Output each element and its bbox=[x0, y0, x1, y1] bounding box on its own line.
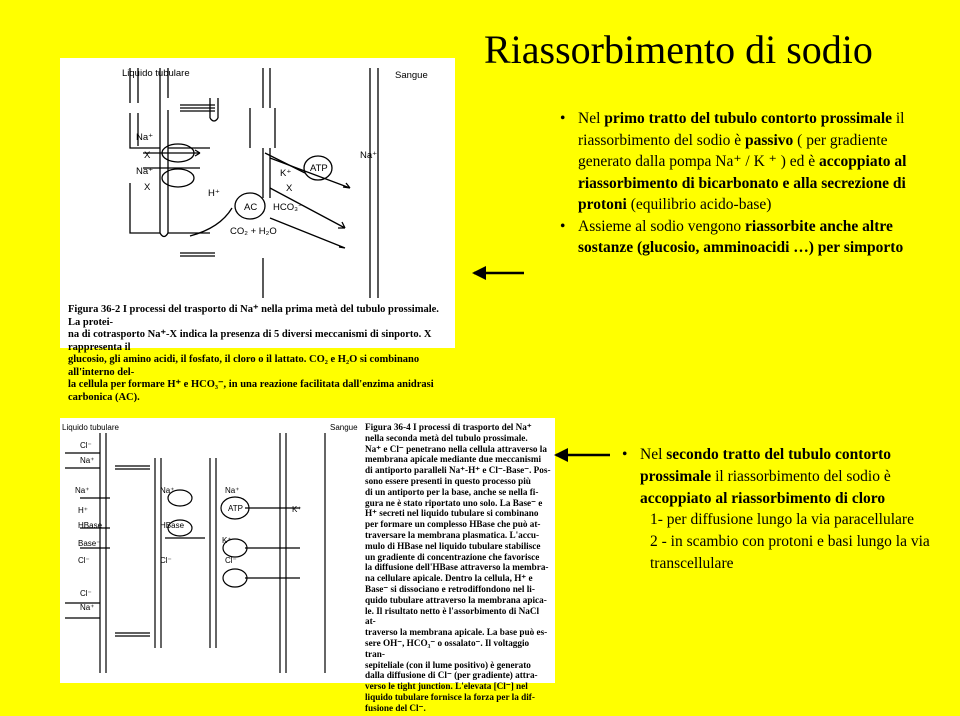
fig2-k1: K⁺ bbox=[292, 505, 302, 514]
bullet-list-first-segment bbox=[560, 108, 920, 259]
fig1-caption-line: Figura 36-2 I processi del trasporto di Na⁺ nella prima metà del tubulo prossimale. La protei- bbox=[68, 304, 439, 328]
fig1-na3: Na⁺ bbox=[360, 150, 378, 161]
fig2-caption-line: quido tubulare attraverso la membrana apica- bbox=[365, 594, 547, 605]
fig2-caption bbox=[365, 422, 551, 714]
fig2-na4: Na⁺ bbox=[225, 486, 240, 495]
fig2-cl2: Cl⁻ bbox=[78, 556, 90, 565]
fig2-na5: Na⁺ bbox=[80, 603, 95, 612]
fig2-caption-line: di antiporto paralleli Na⁺-H⁺ e Cl⁻-Base⁻. Pos- bbox=[365, 465, 551, 476]
fig2-caption-line: nella seconda metà del tubulo prossimale. bbox=[365, 432, 528, 443]
fig2-caption-line: verso le tight junction. L'elevata [Cl⁻] nel bbox=[365, 681, 528, 692]
fig2-na2: Na⁺ bbox=[75, 486, 90, 495]
fig1-caption-line: na di cotrasporto Na⁺-X indica la presenza di 5 diversi meccanismi di sinporto. X rappresenta il bbox=[68, 329, 432, 353]
bullet-bold-text: passivo bbox=[745, 131, 794, 149]
fig2-caption-line: dalla diffusione di Cl⁻ (per gradiente) attra- bbox=[365, 670, 538, 681]
bullet-text: ( per gradiente generato dalla pompa Na⁺ / K ⁺ ) ed è bbox=[578, 131, 888, 170]
fig1-x1: X bbox=[144, 150, 151, 161]
fig1-na2: Na⁺ bbox=[136, 166, 154, 177]
bullet-text: il riassorbimento del sodio è bbox=[711, 467, 891, 485]
fig2-caption-line: membrana apicale mediante due meccanismi bbox=[365, 454, 542, 465]
fig2-na3: Na⁺ bbox=[160, 486, 175, 495]
fig1-k: K⁺ bbox=[280, 168, 292, 179]
fig2-caption-line: sepiteliale (con il lume positivo) è generato bbox=[365, 659, 531, 670]
fig1-na1: Na⁺ bbox=[136, 132, 154, 143]
fig2-cl3: Cl⁻ bbox=[160, 556, 172, 565]
fig2-caption-line: un gradiente di concentrazione che favorisce bbox=[365, 551, 540, 562]
bullet-bold-text: riassorbite anche altre sostanze (glucosio, amminoacidi …) per simporto bbox=[578, 217, 904, 256]
bullet-text: (equilibrio acido-base) bbox=[626, 196, 772, 213]
fig2-caption-line: di un antiporto per la base, anche se nella fi- bbox=[365, 486, 539, 497]
fig1-caption bbox=[68, 304, 453, 404]
fig2-caption-line: fusione del Cl⁻. bbox=[365, 702, 426, 713]
fig2-caption-line: liquido tubulare fornisce la forza per la dif- bbox=[365, 691, 535, 702]
fig2-hbase2: HBase bbox=[160, 521, 185, 530]
fig2-k2: K⁺ bbox=[222, 536, 232, 545]
fig2-caption-line: mulo di HBase nel liquido tubulare stabilisce bbox=[365, 540, 541, 551]
bullet-bold-text: accoppiato al riassorbimento di cloro bbox=[640, 489, 886, 507]
fig2-atp: ATP bbox=[228, 504, 243, 513]
fig2-caption-line: la diffusione dell'HBase attraverso la membra- bbox=[365, 562, 549, 573]
fig1-x3: X bbox=[286, 183, 293, 194]
fig1-blood-label: Sangue bbox=[395, 70, 428, 81]
fig2-caption-line: per formare un complesso HBase che può at- bbox=[365, 519, 541, 530]
sub-item: 2 - in scambio con protoni e basi lungo la via transcellulare bbox=[650, 533, 930, 572]
fig2-lumen-label: Liquido tubulare bbox=[62, 423, 119, 432]
fig2-caption-line: Na⁺ e Cl⁻ penetrano nella cellula attraverso la bbox=[365, 443, 547, 454]
bullet-bold-text: primo tratto del tubulo contorto prossimale bbox=[604, 110, 892, 127]
left-arrow-icon bbox=[470, 263, 526, 283]
sub-item: 1- per diffusione lungo la via paracellulare bbox=[650, 511, 914, 529]
fig2-cl5: Cl⁻ bbox=[80, 589, 92, 598]
bullet-list-second-segment bbox=[622, 444, 952, 575]
fig2-h: H⁺ bbox=[78, 506, 88, 515]
fig2-caption-line: na cellulare apicale. Dentro la cellula, H⁺ e bbox=[365, 573, 533, 584]
fig2-caption-line: le. Il risultato netto è l'assorbimento di NaCl at- bbox=[365, 605, 540, 627]
fig1-atp: ATP bbox=[310, 163, 328, 174]
fig2-cl4: Cl⁻ bbox=[225, 556, 237, 565]
fig1-hco3: HCO₃⁻ bbox=[273, 202, 303, 213]
bullet-item bbox=[560, 108, 920, 216]
slide-title: Riassorbimento di sodio bbox=[484, 27, 873, 72]
fig2-caption-line: sere OH⁻, HCO₃⁻ o ossalato⁻. Il voltaggio tran- bbox=[365, 637, 530, 659]
bullet-bold-text: accoppiato al riassorbimento di bicarbonato e alla secrezione di protoni bbox=[578, 153, 907, 213]
bullet-text: Assieme al sodio vengono bbox=[578, 217, 746, 235]
bullet-item bbox=[560, 216, 920, 259]
fig1-x2: X bbox=[144, 182, 151, 193]
fig2-caption-line: H⁺ secreti nel liquido tubulare si combinano bbox=[365, 508, 539, 519]
bullet-text: Nel bbox=[578, 110, 605, 127]
bullet-text: Nel bbox=[640, 446, 667, 463]
left-arrow-icon bbox=[552, 445, 612, 465]
fig2-hbase1: HBase bbox=[78, 521, 103, 530]
bullet-bold-text: secondo tratto del tubulo contorto prossimale bbox=[640, 446, 892, 485]
fig2-base: Base⁻ bbox=[78, 539, 101, 548]
fig2-caption-line: sono essere presenti in questo processo più bbox=[365, 475, 531, 486]
bullet-text: il riassorbimento del sodio è bbox=[578, 110, 905, 149]
fig2-caption-line: gura ne è stato riportato uno solo. La Base⁻ e bbox=[365, 497, 543, 508]
fig2-cl1: Cl⁻ bbox=[80, 441, 92, 450]
figure-36-4-diagram bbox=[60, 418, 360, 683]
fig1-lumen-label: Liquido tubulare bbox=[122, 68, 190, 79]
fig1-caption-line: glucosio, gli amino acidi, il fosfato, il cloro o il lattato. CO₂ e H₂O si combinano all'interno del- bbox=[68, 354, 420, 378]
fig1-h: H⁺ bbox=[208, 188, 220, 199]
fig1-ac: AC bbox=[244, 202, 258, 213]
fig2-caption-line: traversare la membrana plasmatica. L'accu- bbox=[365, 529, 540, 540]
figure-36-2 bbox=[60, 58, 455, 403]
fig2-blood-label: Sangue bbox=[330, 423, 358, 432]
fig2-caption-line: traverso la membrana apicale. La base può es- bbox=[365, 627, 548, 638]
bullet-item bbox=[622, 444, 952, 509]
figure-36-4 bbox=[60, 418, 555, 713]
fig1-co2: CO₂ + H₂O bbox=[230, 226, 277, 237]
fig2-caption-line: Base⁻ si dissociano e retrodiffondono nel li- bbox=[365, 583, 535, 594]
fig2-caption-line: Figura 36-4 I processi di trasporto del Na⁺ bbox=[365, 422, 532, 432]
fig2-na1: Na⁺ bbox=[80, 456, 95, 465]
fig1-caption-line: la cellula per formare H⁺ e HCO₃⁻, in una reazione facilitata dall'enzima anidrasi carbonica (AC). bbox=[68, 379, 434, 403]
